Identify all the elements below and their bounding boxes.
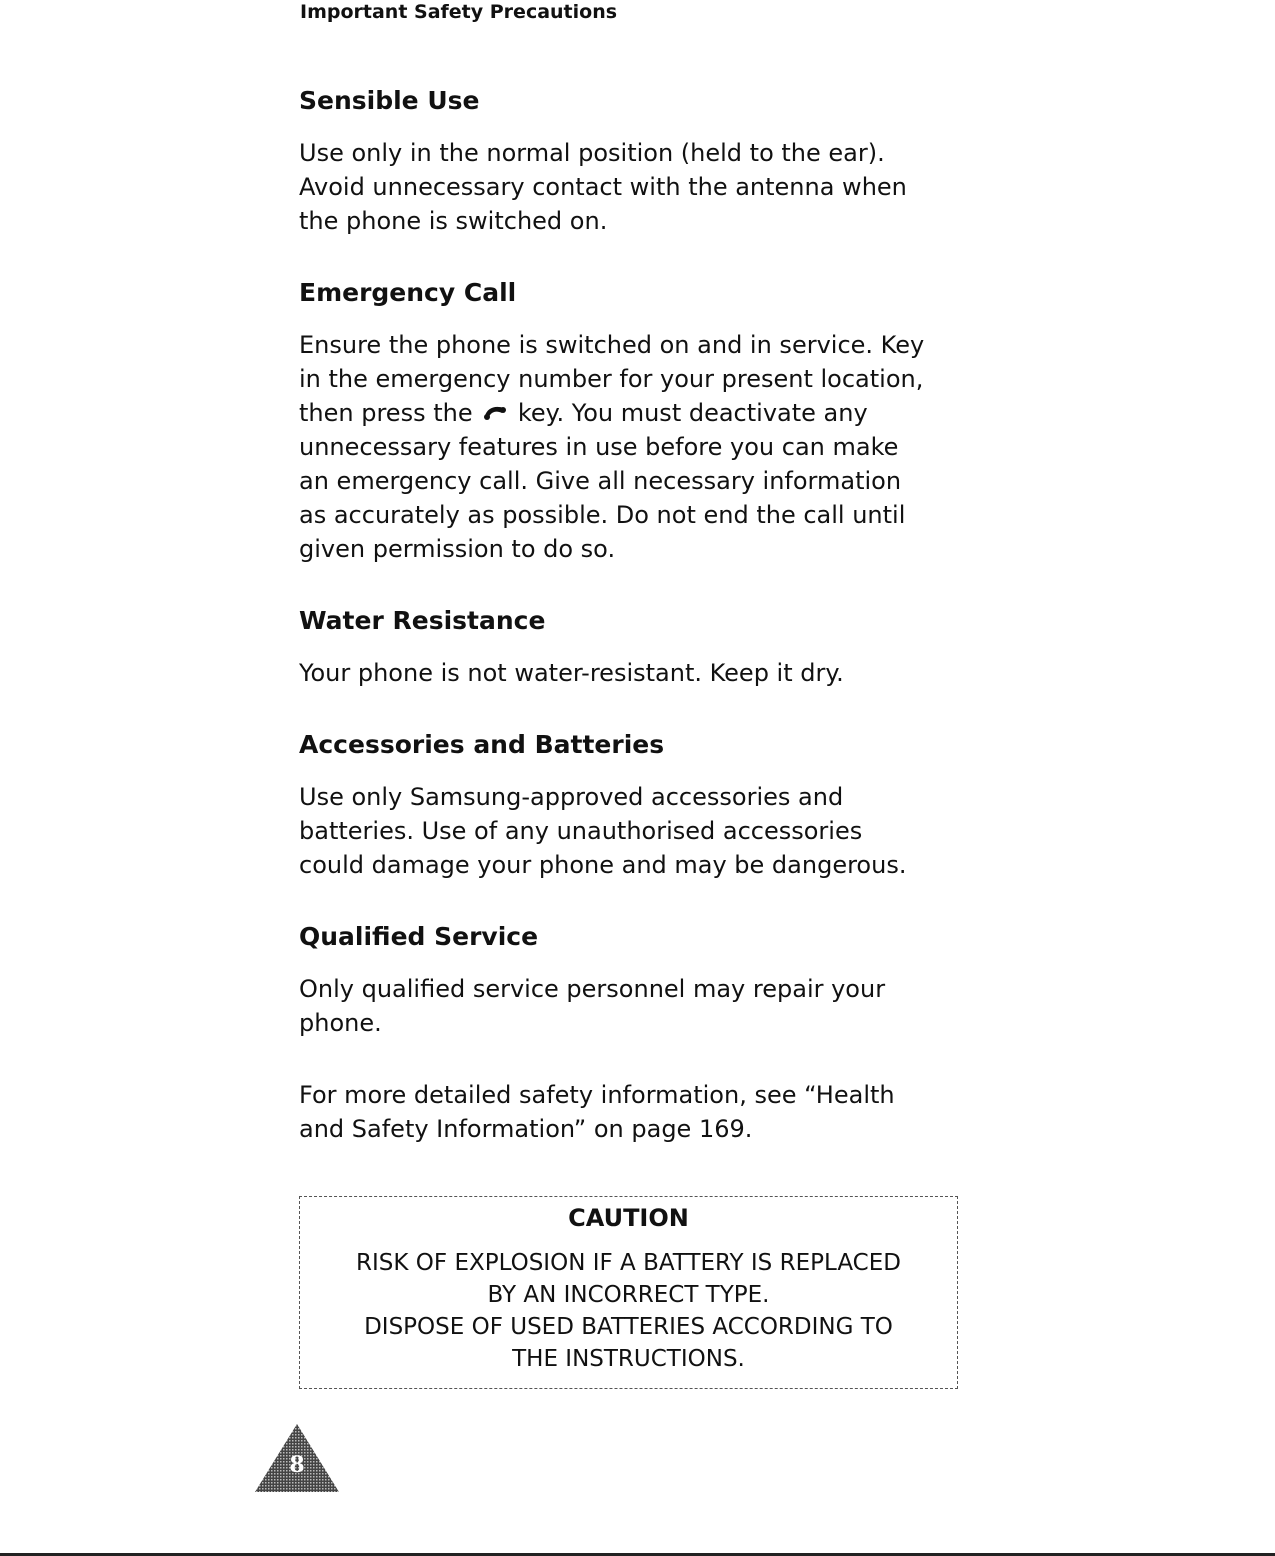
section-emergency-call — [299, 276, 989, 566]
section-water-resistance — [299, 604, 989, 690]
more-info-note: For more detailed safety information, see “Health and Safety Information” on page 169. — [299, 1081, 895, 1143]
section-heading: Water Resistance — [299, 606, 546, 635]
section-heading: Accessories and Batteries — [299, 730, 665, 759]
caution-box — [299, 1196, 958, 1389]
page-number: 8 — [289, 1452, 305, 1478]
section-qualified-service — [299, 920, 989, 1040]
section-body: Use only in the normal position (held to the ear). Avoid unnecessary contact with the antenna when the phone is switched on. — [299, 139, 907, 235]
page-header: Important Safety Precautions — [300, 1, 618, 23]
caution-title: CAUTION — [568, 1204, 689, 1232]
section-heading: Qualified Service — [299, 922, 539, 951]
body-text-after-icon: key. You must deactivate any unnecessary features in use before you can make an emergency call. Give all necessary information as accurately as possible. Do not end the call until given permission to do so. — [299, 399, 906, 563]
content — [299, 84, 989, 1146]
section-accessories-batteries — [299, 728, 989, 882]
caution-text: RISK OF EXPLOSION IF A BATTERY IS REPLACED BY AN INCORRECT TYPE. DISPOSE OF USED BATTERIES ACCORDING TO THE INSTRUCTIONS. — [356, 1250, 901, 1372]
section-sensible-use — [299, 84, 989, 238]
section-body: Your phone is not water-resistant. Keep it dry. — [299, 659, 844, 687]
section-heading: Sensible Use — [299, 86, 480, 115]
section-body — [299, 328, 989, 566]
page-number-badge — [253, 1422, 341, 1494]
section-body: Only qualified service personnel may repair your phone. — [299, 975, 886, 1037]
send-key-icon — [482, 400, 508, 424]
section-body: Use only Samsung-approved accessories and batteries. Use of any unauthorised accessories could damage your phone and may be dangerous. — [299, 783, 907, 879]
section-heading: Emergency Call — [299, 278, 517, 307]
body-text-before-icon: Ensure the phone is switched on and in service. Key in the emergency number for your present location, then press the — [299, 331, 925, 427]
